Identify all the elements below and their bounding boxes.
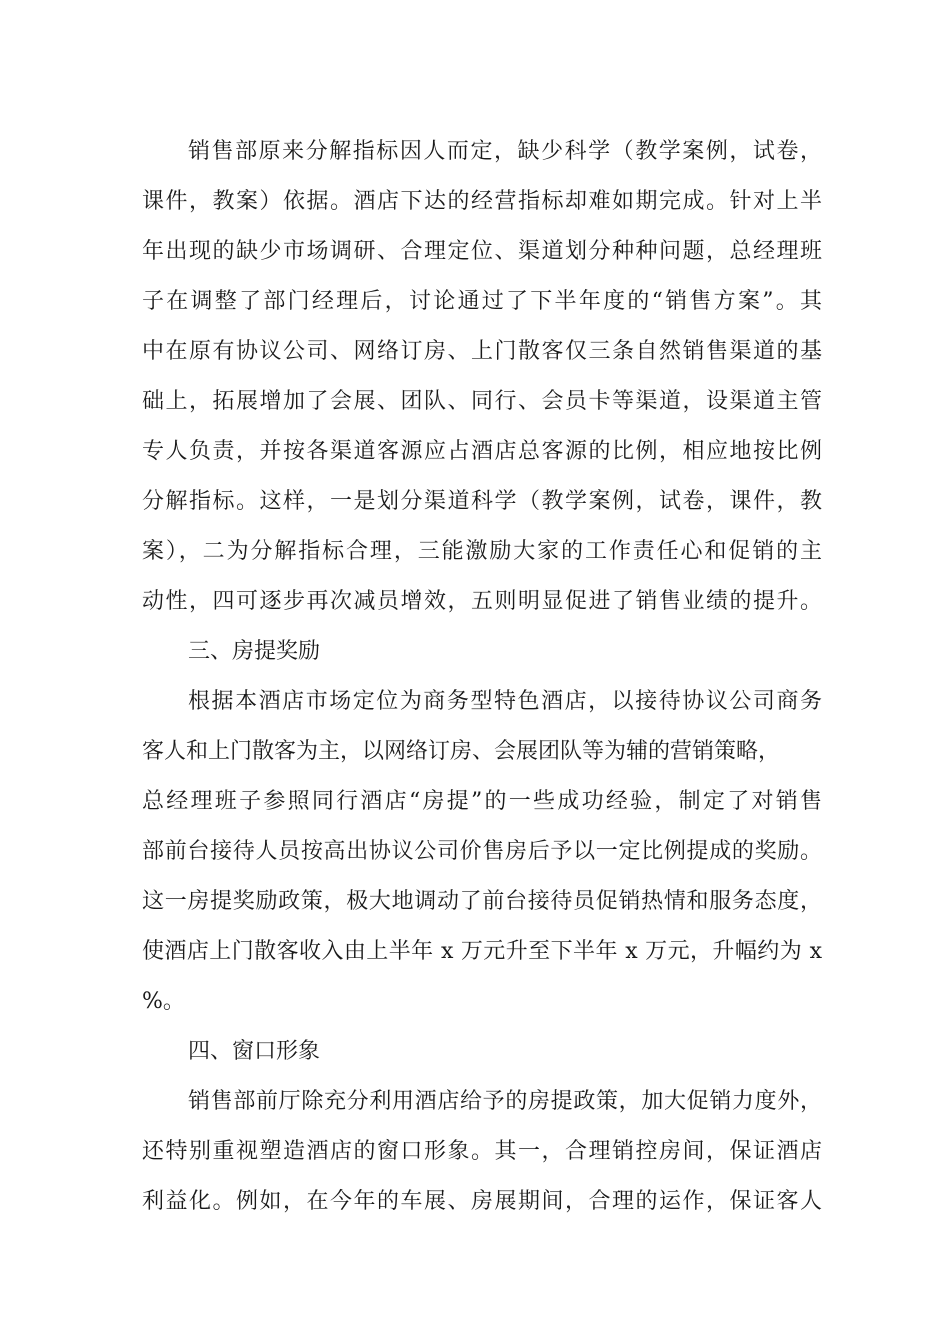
paragraph-line: 总经理班子参照同行酒店“房提”的一些成功经验，制定了对销售	[142, 789, 822, 814]
paragraph-line: 案），二为分解指标合理，三能激励大家的工作责任心和促销的主	[142, 539, 822, 564]
paragraph-line: 销售部前厅除充分利用酒店给予的房提政策，加大促销力度外，	[188, 1089, 822, 1114]
paragraph-line: 根据本酒店市场定位为商务型特色酒店，以接待协议公司商务	[188, 689, 822, 714]
paragraph-line: 这一房提奖励政策，极大地调动了前台接待员促销热情和服务态度，	[142, 889, 822, 914]
section-heading: 三、房提奖励	[188, 639, 321, 664]
paragraph-line: 使酒店上门散客收入由上半年 x 万元升至下半年 x 万元，升幅约为 x	[142, 939, 822, 964]
paragraph-line: 动性，四可逐步再次减员增效，五则明显促进了销售业绩的提升。	[142, 589, 822, 614]
paragraph-line: 销售部原来分解指标因人而定，缺少科学（教学案例，试卷，	[188, 139, 822, 164]
paragraph-line: 础上，拓展增加了会展、团队、同行、会员卡等渠道，设渠道主管	[142, 389, 822, 414]
paragraph-line: 子在调整了部门经理后，讨论通过了下半年度的“销售方案”。其	[142, 289, 822, 314]
paragraph-line: 利益化。例如，在今年的车展、房展期间，合理的运作，保证客人	[142, 1189, 822, 1214]
paragraph-line: 专人负责，并按各渠道客源应占酒店总客源的比例，相应地按比例	[142, 439, 822, 464]
paragraph-line: 中在原有协议公司、网络订房、上门散客仅三条自然销售渠道的基	[142, 339, 822, 364]
paragraph-line: 部前台接待人员按高出协议公司价售房后予以一定比例提成的奖励。	[142, 839, 822, 864]
paragraph-line: 客人和上门散客为主，以网络订房、会展团队等为辅的营销策略，	[142, 739, 781, 764]
paragraph-line: 课件，教案）依据。酒店下达的经营指标却难如期完成。针对上半	[142, 189, 822, 214]
paragraph-line: 分解指标。这样，一是划分渠道科学（教学案例，试卷，课件，教	[142, 489, 822, 514]
section-heading: 四、窗口形象	[188, 1039, 321, 1064]
paragraph-line: 还特别重视塑造酒店的窗口形象。其一，合理销控房间，保证酒店	[142, 1139, 822, 1164]
paragraph-line: %。	[142, 989, 185, 1014]
paragraph-line: 年出现的缺少市场调研、合理定位、渠道划分种种问题，总经理班	[142, 239, 822, 264]
